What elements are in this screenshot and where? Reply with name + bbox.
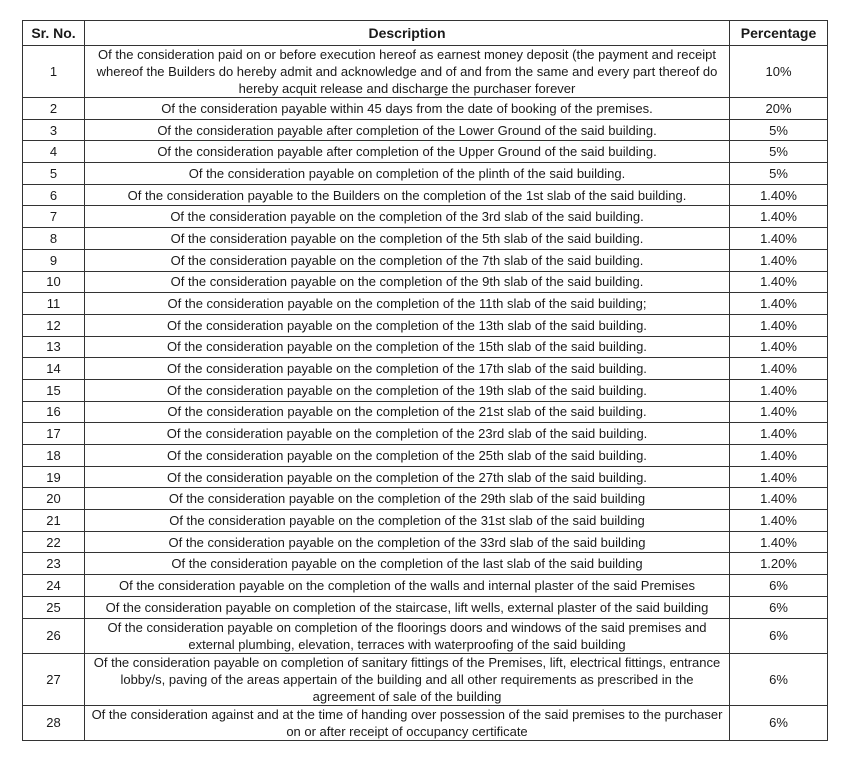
row-description: Of the consideration payable on the completion of the walls and internal plaster of the said Premises <box>85 575 730 597</box>
table-row <box>23 119 828 141</box>
row-percentage: 1.40% <box>730 445 828 467</box>
row-description: Of the consideration payable on the completion of the 29th slab of the said building <box>85 488 730 510</box>
table-row <box>23 466 828 488</box>
row-percentage: 1.40% <box>730 510 828 532</box>
row-sr-no: 1 <box>23 46 85 98</box>
table-row <box>23 163 828 185</box>
row-percentage: 1.40% <box>730 379 828 401</box>
table-row <box>23 653 828 705</box>
row-description: Of the consideration payable within 45 days from the date of booking of the premises. <box>85 98 730 120</box>
row-sr-no: 25 <box>23 596 85 618</box>
row-description: Of the consideration payable on the completion of the 23rd slab of the said building. <box>85 423 730 445</box>
row-percentage: 1.40% <box>730 271 828 293</box>
table-row <box>23 401 828 423</box>
header-sr-no: Sr. No. <box>23 21 85 46</box>
payment-schedule <box>22 20 828 741</box>
row-sr-no: 14 <box>23 358 85 380</box>
table-row <box>23 336 828 358</box>
row-percentage: 1.40% <box>730 336 828 358</box>
row-sr-no: 23 <box>23 553 85 575</box>
row-description: Of the consideration payable on the completion of the 15th slab of the said building. <box>85 336 730 358</box>
table-row <box>23 249 828 271</box>
row-percentage: 5% <box>730 163 828 185</box>
row-sr-no: 6 <box>23 184 85 206</box>
row-sr-no: 16 <box>23 401 85 423</box>
row-description: Of the consideration payable on completion of the plinth of the said building. <box>85 163 730 185</box>
row-description: Of the consideration against and at the time of handing over possession of the said premises to the purchaser on or after receipt of occupancy certificate <box>85 705 730 740</box>
row-percentage: 1.40% <box>730 314 828 336</box>
row-percentage: 6% <box>730 653 828 705</box>
table-row <box>23 314 828 336</box>
row-description: Of the consideration payable on the completion of the 21st slab of the said building. <box>85 401 730 423</box>
row-sr-no: 26 <box>23 618 85 653</box>
row-description: Of the consideration payable on completion of the floorings doors and windows of the said premises and external plumbing, elevation, terraces with waterproofing of the said building <box>85 618 730 653</box>
row-percentage: 1.40% <box>730 466 828 488</box>
table-row <box>23 445 828 467</box>
row-description: Of the consideration payable on the completion of the 5th slab of the said building. <box>85 228 730 250</box>
row-sr-no: 20 <box>23 488 85 510</box>
table-row <box>23 358 828 380</box>
row-sr-no: 27 <box>23 653 85 705</box>
table-row <box>23 596 828 618</box>
row-description: Of the consideration payable on completion of the staircase, lift wells, external plaster of the said building <box>85 596 730 618</box>
row-percentage: 6% <box>730 705 828 740</box>
table-row <box>23 293 828 315</box>
row-sr-no: 15 <box>23 379 85 401</box>
row-description: Of the consideration payable on the completion of the 25th slab of the said building. <box>85 445 730 467</box>
row-description: Of the consideration payable to the Builders on the completion of the 1st slab of the said building. <box>85 184 730 206</box>
header-description: Description <box>85 21 730 46</box>
row-percentage: 1.40% <box>730 423 828 445</box>
row-sr-no: 24 <box>23 575 85 597</box>
table-row <box>23 184 828 206</box>
row-percentage: 1.40% <box>730 184 828 206</box>
row-percentage: 5% <box>730 141 828 163</box>
row-sr-no: 9 <box>23 249 85 271</box>
row-percentage: 1.20% <box>730 553 828 575</box>
row-description: Of the consideration payable on the completion of the 3rd slab of the said building. <box>85 206 730 228</box>
table-row <box>23 575 828 597</box>
header-row <box>23 21 828 46</box>
table-row <box>23 271 828 293</box>
row-description: Of the consideration payable on the completion of the 31st slab of the said building <box>85 510 730 532</box>
row-description: Of the consideration payable on the completion of the 7th slab of the said building. <box>85 249 730 271</box>
row-percentage: 6% <box>730 575 828 597</box>
row-sr-no: 12 <box>23 314 85 336</box>
table-row <box>23 228 828 250</box>
row-sr-no: 5 <box>23 163 85 185</box>
row-sr-no: 17 <box>23 423 85 445</box>
row-description: Of the consideration payable on the completion of the 9th slab of the said building. <box>85 271 730 293</box>
row-percentage: 1.40% <box>730 293 828 315</box>
row-description: Of the consideration payable on completion of sanitary fittings of the Premises, lift, electrical fittings, entrance lobby/s, paving of the areas appertain of the building and all other requirements as prescribed in the agreement of sale of the building <box>85 653 730 705</box>
row-description: Of the consideration payable after completion of the Upper Ground of the said building. <box>85 141 730 163</box>
row-description: Of the consideration payable on the completion of the 19th slab of the said building. <box>85 379 730 401</box>
row-percentage: 1.40% <box>730 488 828 510</box>
row-description: Of the consideration payable on the completion of the 11th slab of the said building; <box>85 293 730 315</box>
table-row <box>23 98 828 120</box>
row-sr-no: 3 <box>23 119 85 141</box>
row-percentage: 1.40% <box>730 249 828 271</box>
payment-schedule-table <box>22 20 828 741</box>
row-sr-no: 10 <box>23 271 85 293</box>
row-percentage: 1.40% <box>730 228 828 250</box>
row-description: Of the consideration payable on the completion of the 13th slab of the said building. <box>85 314 730 336</box>
row-description: Of the consideration paid on or before execution hereof as earnest money deposit (the payment and receipt whereof the Builders do hereby admit and acknowledge and of and from the same and every part thereof do hereby acquit release and discharge the purchaser forever <box>85 46 730 98</box>
row-sr-no: 2 <box>23 98 85 120</box>
row-description: Of the consideration payable on the completion of the 33rd slab of the said building <box>85 531 730 553</box>
table-row <box>23 206 828 228</box>
table-row <box>23 553 828 575</box>
row-sr-no: 4 <box>23 141 85 163</box>
row-sr-no: 18 <box>23 445 85 467</box>
row-percentage: 20% <box>730 98 828 120</box>
row-sr-no: 11 <box>23 293 85 315</box>
table-row <box>23 379 828 401</box>
row-percentage: 1.40% <box>730 401 828 423</box>
row-description: Of the consideration payable on the completion of the 17th slab of the said building. <box>85 358 730 380</box>
row-sr-no: 13 <box>23 336 85 358</box>
table-row <box>23 423 828 445</box>
row-percentage: 6% <box>730 596 828 618</box>
row-sr-no: 22 <box>23 531 85 553</box>
table-body <box>23 46 828 741</box>
table-row <box>23 705 828 740</box>
row-sr-no: 19 <box>23 466 85 488</box>
row-sr-no: 21 <box>23 510 85 532</box>
row-percentage: 10% <box>730 46 828 98</box>
row-description: Of the consideration payable after completion of the Lower Ground of the said building. <box>85 119 730 141</box>
row-percentage: 1.40% <box>730 531 828 553</box>
table-row <box>23 46 828 98</box>
header-percentage: Percentage <box>730 21 828 46</box>
row-percentage: 1.40% <box>730 206 828 228</box>
table-row <box>23 618 828 653</box>
row-description: Of the consideration payable on the completion of the 27th slab of the said building. <box>85 466 730 488</box>
row-sr-no: 8 <box>23 228 85 250</box>
table-row <box>23 510 828 532</box>
row-percentage: 5% <box>730 119 828 141</box>
row-percentage: 6% <box>730 618 828 653</box>
row-percentage: 1.40% <box>730 358 828 380</box>
row-sr-no: 28 <box>23 705 85 740</box>
table-row <box>23 141 828 163</box>
table-row <box>23 531 828 553</box>
table-row <box>23 488 828 510</box>
row-description: Of the consideration payable on the completion of the last slab of the said building <box>85 553 730 575</box>
row-sr-no: 7 <box>23 206 85 228</box>
